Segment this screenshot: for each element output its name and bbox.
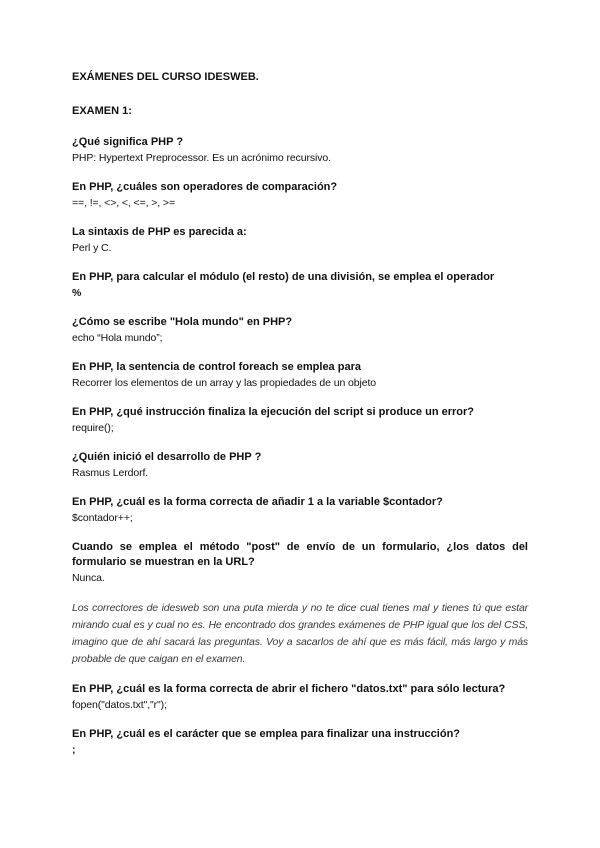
qa-item xyxy=(72,360,528,391)
qa-item xyxy=(72,682,528,713)
answer: $contador++; xyxy=(72,512,133,524)
question: ¿Qué significa PHP ? xyxy=(72,136,184,148)
answer: PHP: Hypertext Preprocessor. Es un acrónimo recursivo. xyxy=(72,152,331,164)
answer: % xyxy=(72,287,82,299)
answer: echo “Hola mundo”; xyxy=(72,332,163,344)
question: En PHP, ¿cuál es la forma correcta de añadir 1 a la variable $contador? xyxy=(72,496,443,508)
answer: Nunca. xyxy=(72,572,105,584)
qa-item xyxy=(72,225,528,256)
qa-item xyxy=(72,315,528,346)
question: En PHP, ¿qué instrucción finaliza la ejecución del script si produce un error? xyxy=(72,406,474,418)
document-title: EXÁMENES DEL CURSO IDESWEB. xyxy=(72,71,259,83)
question: En PHP, para calcular el módulo (el resto) de una división, se emplea el operador xyxy=(72,271,495,283)
qa-item xyxy=(72,270,528,301)
author-note: Los correctores de idesweb son una puta mierda y no te dice cual tienes mal y tienes tú que estar mirando cual es y cual no es. He encontrado dos grandes exámenes de PHP igual que los del CSS, imagino que de ahí sacará las preguntas. Voy a sacarlos de ahí que es más fácil, más largo y más probable de que caigan en el examen. xyxy=(72,602,528,665)
question: La sintaxis de PHP es parecida a: xyxy=(72,226,247,238)
answer: fopen("datos.txt","r"); xyxy=(72,699,167,711)
question: En PHP, ¿cuál es el carácter que se emplea para finalizar una instrucción? xyxy=(72,728,461,740)
qa-item xyxy=(72,405,528,436)
qa-item xyxy=(72,180,528,211)
qa-item xyxy=(72,450,528,481)
question: En PHP, ¿cuál es la forma correcta de abrir el fichero "datos.txt" para sólo lectura? xyxy=(72,683,506,695)
qa-item xyxy=(72,495,528,526)
question: ¿Cómo se escribe "Hola mundo" en PHP? xyxy=(72,316,293,328)
qa-item xyxy=(72,540,528,586)
document-page xyxy=(72,70,528,772)
question: Cuando se emplea el método "post" de envío de un formulario, ¿los datos del formulario se muestran en la URL? xyxy=(72,541,528,568)
answer: Rasmus Lerdorf. xyxy=(72,467,149,479)
qa-item xyxy=(72,727,528,758)
exam-heading: EXAMEN 1: xyxy=(72,105,132,117)
answer: Recorrer los elementos de un array y las propiedades de un objeto xyxy=(72,377,377,389)
question: En PHP, ¿cuáles son operadores de comparación? xyxy=(72,181,338,193)
answer: ==, !=, <>, <, <=, >, >= xyxy=(72,197,175,209)
answer: Perl y C. xyxy=(72,242,112,254)
question: En PHP, la sentencia de control foreach se emplea para xyxy=(72,361,361,373)
question: ¿Quién inició el desarrollo de PHP ? xyxy=(72,451,262,463)
answer: ; xyxy=(72,744,76,756)
qa-item xyxy=(72,135,528,166)
answer: require(); xyxy=(72,422,114,434)
